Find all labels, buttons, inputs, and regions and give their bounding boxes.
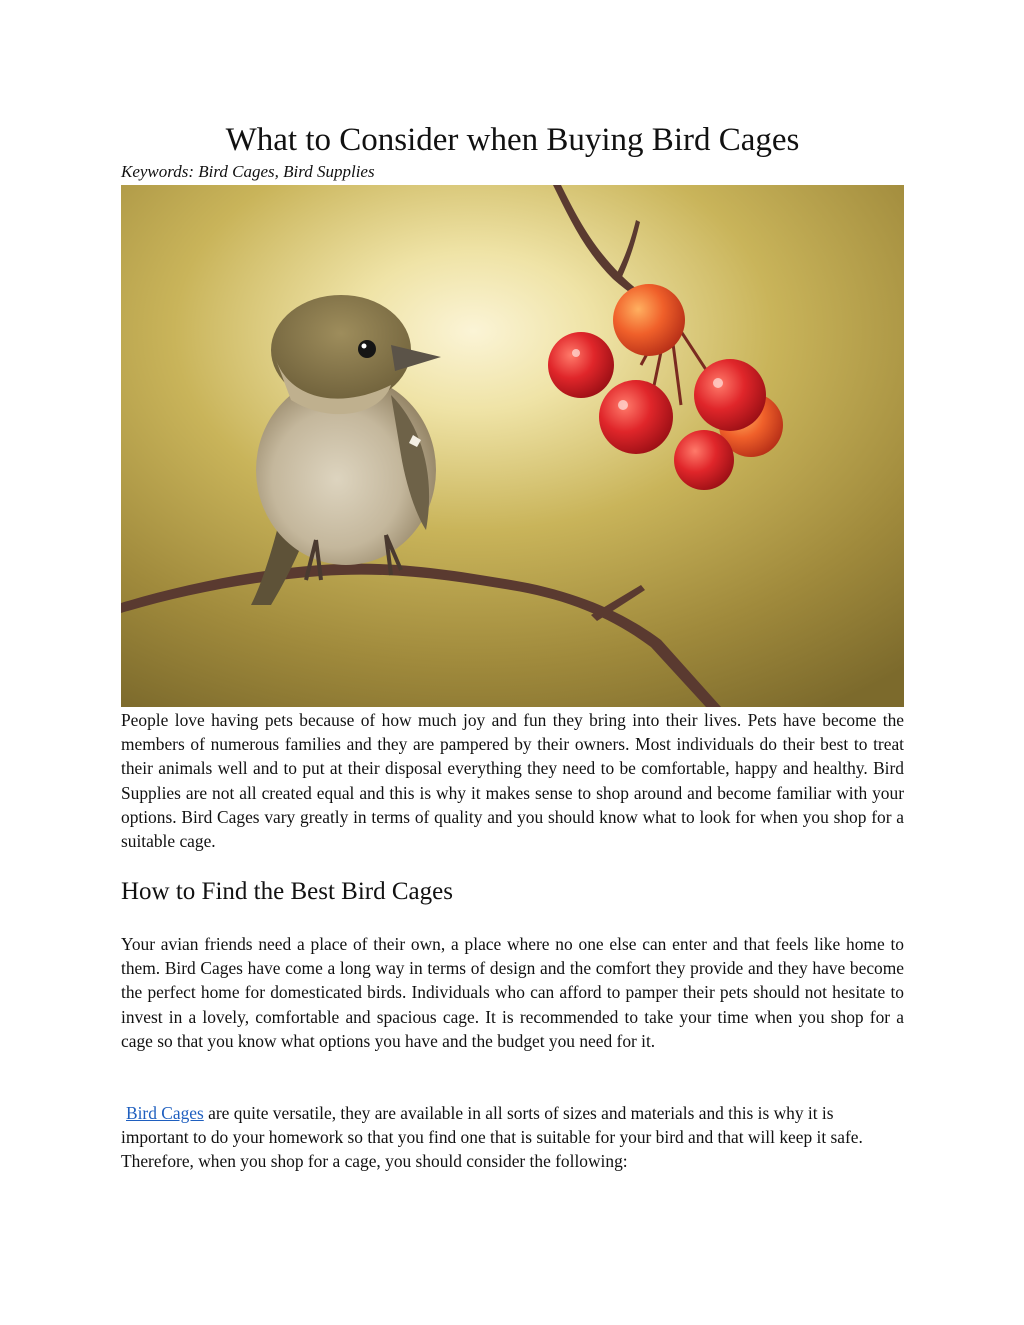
page-title: What to Consider when Buying Bird Cages (225, 122, 800, 158)
bird-cages-paragraph-text: are quite versatile, they are available in all sorts of sizes and materials and this is why it is important to do your homework so that you find one that is suitable for your bird and that will keep it safe. Therefore, when you shop for a cage, you should consider the following: (121, 1103, 863, 1172)
keywords-line: Keywords: Bird Cages, Bird Supplies (121, 162, 375, 181)
bird-cages-paragraph (121, 1101, 904, 1174)
bird-photo (121, 185, 904, 707)
bird-cages-link[interactable]: Bird Cages (126, 1103, 204, 1123)
body-paragraph: Your avian friends need a place of their own, a place where no one else can enter and that feels like home to them. Bird Cages have come a long way in terms of design and the comfort they provide and they have become the perfect home for domesticated birds. Individuals who can afford to pamper their pets should not hesitate to invest in a lovely, comfortable and spacious cage. It is recommended to take your time when you shop for a cage so that you know what options you have and the budget you need for it. (121, 934, 904, 1051)
section-heading: How to Find the Best Bird Cages (121, 878, 453, 905)
intro-paragraph: People love having pets because of how much joy and fun they bring into their lives. Pets have become the members of numerous families and they are pampered by their owners. Most individuals do their best to treat their animals well and to put at their disposal everything they need to be comfortable, happy and healthy. Bird Supplies are not all created equal and this is why it makes sense to shop around and become familiar with your options. Bird Cages vary greatly in terms of quality and you should know what to look for when you shop for a suitable cage. (121, 710, 904, 852)
